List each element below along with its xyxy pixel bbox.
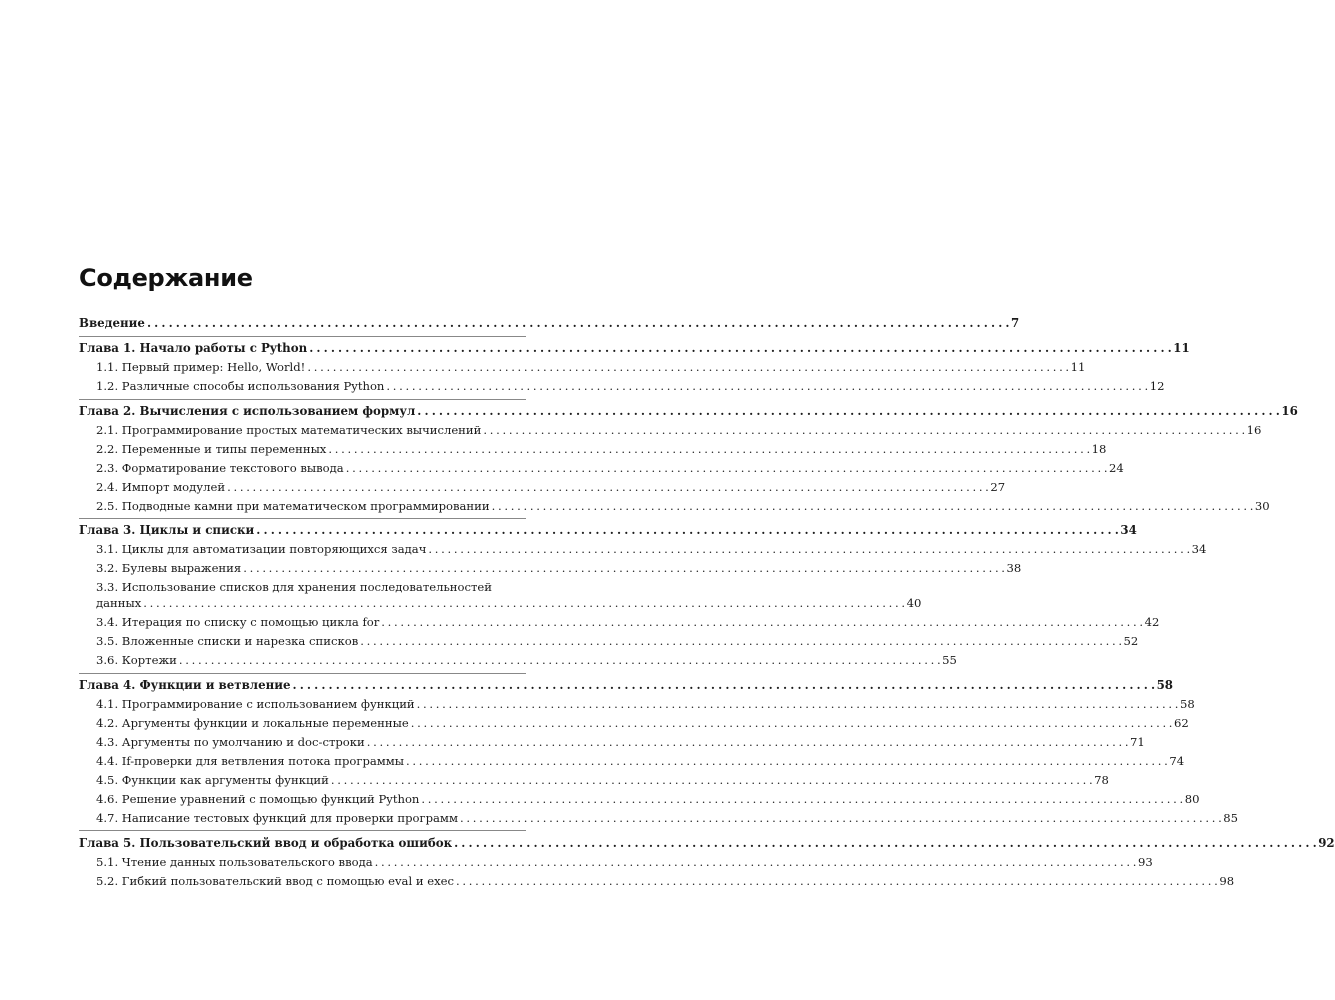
toc-entry-page: 11 <box>1070 360 1086 374</box>
dot-leader <box>227 480 988 495</box>
toc-section-3-1[interactable] <box>96 542 1207 557</box>
toc-entry-page: 42 <box>1144 615 1160 629</box>
toc-entry-label: 4.6. Решение уравнений с помощью функций Python <box>96 792 420 806</box>
toc-entry-label: Введение <box>79 316 145 330</box>
dot-leader <box>386 379 1147 394</box>
toc-entry-page: 52 <box>1123 634 1139 648</box>
toc-entry-label: 3.5. Вложенные списки и нарезка списков <box>96 634 359 648</box>
toc-entry-page: 74 <box>1169 754 1185 768</box>
toc-entry-label: 3.6. Кортежи <box>96 653 177 667</box>
toc-entry-label: данных <box>96 596 142 610</box>
toc-entry-page: 18 <box>1091 442 1107 456</box>
toc-section-2-5[interactable] <box>96 499 1270 514</box>
toc-entry-page: 58 <box>1179 697 1195 711</box>
dot-leader <box>147 316 1009 331</box>
toc-entry-label: 5.1. Чтение данных пользовательского ввода <box>96 855 373 869</box>
toc-entry-page: 12 <box>1149 379 1165 393</box>
toc-chapter-1[interactable] <box>79 341 1190 356</box>
toc-entry-page: 40 <box>906 596 922 610</box>
divider <box>79 336 526 337</box>
dot-leader <box>179 653 940 668</box>
toc-entry-page: 27 <box>990 480 1006 494</box>
toc-section-4-1[interactable] <box>96 697 1195 712</box>
toc-entry-page: 93 <box>1137 855 1153 869</box>
toc-entry-label: Глава 3. Циклы и списки <box>79 523 255 537</box>
toc-entry-label: 4.7. Написание тестовых функций для проверки программ <box>96 811 458 825</box>
toc-entry-page: 55 <box>942 653 957 667</box>
toc-entry-page: 34 <box>1120 523 1137 537</box>
toc-entry-label: 2.5. Подводные камни при математическом программировании <box>96 499 490 513</box>
toc-entry-label: 3.1. Циклы для автоматизации повторяющихся задач <box>96 542 427 556</box>
toc-entry-page: 34 <box>1191 542 1207 556</box>
dot-leader <box>460 811 1221 826</box>
dot-leader <box>417 697 1178 712</box>
toc-entry-label: 2.3. Форматирование текстового вывода <box>96 461 344 475</box>
toc-chapter-3[interactable] <box>79 523 1137 538</box>
toc-section-1-1[interactable] <box>96 360 1086 375</box>
toc-entry-label: Глава 2. Вычисления с использованием формул <box>79 404 416 418</box>
toc-entry-page: 80 <box>1184 792 1200 806</box>
toc-entry-page: 85 <box>1223 811 1239 825</box>
toc-section-3-6[interactable] <box>96 653 957 668</box>
toc-section-3-3[interactable] <box>96 596 922 611</box>
toc-entry-label: 2.1. Программирование простых математических вычислений <box>96 423 482 437</box>
toc-section-4-4[interactable] <box>96 754 1185 769</box>
toc-entry-label: Глава 4. Функции и ветвление <box>79 678 291 692</box>
dot-leader <box>428 542 1189 557</box>
toc-entry-page: 38 <box>1006 561 1022 575</box>
dot-leader <box>411 716 1172 731</box>
dot-leader <box>307 360 1068 375</box>
dot-leader <box>417 404 1279 419</box>
toc-entry-label: 4.2. Аргументы функции и локальные переменные <box>96 716 409 730</box>
toc-entry-label: 2.2. Переменные и типы переменных <box>96 442 327 456</box>
dot-leader <box>421 792 1182 807</box>
toc-entry-page: 30 <box>1254 499 1270 513</box>
toc-section-3-3-line1[interactable]: 3.3. Использование списков для хранения последовательностей <box>96 580 492 594</box>
dot-leader <box>367 735 1128 750</box>
divider <box>79 673 526 674</box>
toc-section-3-5[interactable] <box>96 634 1139 649</box>
toc-entry-label: 4.5. Функции как аргументы функций <box>96 773 329 787</box>
toc-section-4-3[interactable] <box>96 735 1145 750</box>
toc-entry-page: 58 <box>1156 678 1173 692</box>
dot-leader <box>256 523 1118 538</box>
toc-section-5-2[interactable] <box>96 874 1235 889</box>
dot-leader <box>454 836 1316 851</box>
toc-section-4-2[interactable] <box>96 716 1189 731</box>
toc-section-4-6[interactable] <box>96 792 1200 807</box>
divider <box>79 830 526 831</box>
dot-leader <box>143 596 904 611</box>
toc-section-4-7[interactable] <box>96 811 1239 826</box>
toc-entry-label: 1.2. Различные способы использования Python <box>96 379 385 393</box>
toc-entry-page: 7 <box>1011 316 1020 330</box>
toc-entry-label: 4.3. Аргументы по умолчанию и doc-строки <box>96 735 365 749</box>
dot-leader <box>360 634 1121 649</box>
toc-section-4-5[interactable] <box>96 773 1109 788</box>
toc-entry-label: 2.4. Импорт модулей <box>96 480 226 494</box>
toc-entry-label: Глава 1. Начало работы с Python <box>79 341 308 355</box>
divider <box>79 518 526 519</box>
toc-chapter-4[interactable] <box>79 678 1173 693</box>
dot-leader <box>346 461 1107 476</box>
toc-entry-label: 4.4. If-проверки для ветвления потока программы <box>96 754 405 768</box>
toc-section-2-4[interactable] <box>96 480 1006 495</box>
toc-entry-page: 16 <box>1281 404 1298 418</box>
toc-section-1-2[interactable] <box>96 379 1165 394</box>
dot-leader <box>375 855 1136 870</box>
toc-entry-intro[interactable] <box>79 316 1020 331</box>
dot-leader <box>309 341 1171 356</box>
toc-chapter-2[interactable] <box>79 404 1298 419</box>
toc-section-3-4[interactable] <box>96 615 1160 630</box>
dot-leader <box>243 561 1004 576</box>
divider <box>79 399 526 400</box>
toc-section-2-1[interactable] <box>96 423 1262 438</box>
dot-leader <box>456 874 1217 889</box>
toc-entry-page: 78 <box>1094 773 1109 787</box>
toc-entry-page: 98 <box>1219 874 1235 888</box>
toc-chapter-5[interactable] <box>79 836 1335 851</box>
toc-entry-page: 24 <box>1109 461 1124 475</box>
toc-section-5-1[interactable] <box>96 855 1153 870</box>
toc-section-2-3[interactable] <box>96 461 1124 476</box>
dot-leader <box>331 773 1092 788</box>
toc-entry-label: 4.1. Программирование с использованием функций <box>96 697 415 711</box>
dot-leader <box>406 754 1167 769</box>
toc-entry-page: 62 <box>1174 716 1189 730</box>
toc-entry-label: Глава 5. Пользовательский ввод и обработка ошибок <box>79 836 453 850</box>
dot-leader <box>381 615 1142 630</box>
toc-entry-label: 3.2. Булевы выражения <box>96 561 242 575</box>
toc-entry-page: 71 <box>1130 735 1145 749</box>
dot-leader <box>492 499 1253 514</box>
dot-leader <box>292 678 1154 693</box>
toc-section-3-2[interactable] <box>96 561 1022 576</box>
toc-entry-page: 11 <box>1173 341 1190 355</box>
dot-leader <box>483 423 1244 438</box>
toc-entry-label: 1.1. Первый пример: Hello, World! <box>96 360 306 374</box>
toc-entry-page: 92 <box>1318 836 1335 850</box>
dot-leader <box>328 442 1089 457</box>
toc-section-2-2[interactable] <box>96 442 1107 457</box>
toc-entry-label: 5.2. Гибкий пользовательский ввод с помощью eval и exec <box>96 874 455 888</box>
toc-entry-label: 3.4. Итерация по списку с помощью цикла for <box>96 615 380 629</box>
page-title: Содержание <box>79 264 253 292</box>
toc-entry-page: 16 <box>1246 423 1262 437</box>
